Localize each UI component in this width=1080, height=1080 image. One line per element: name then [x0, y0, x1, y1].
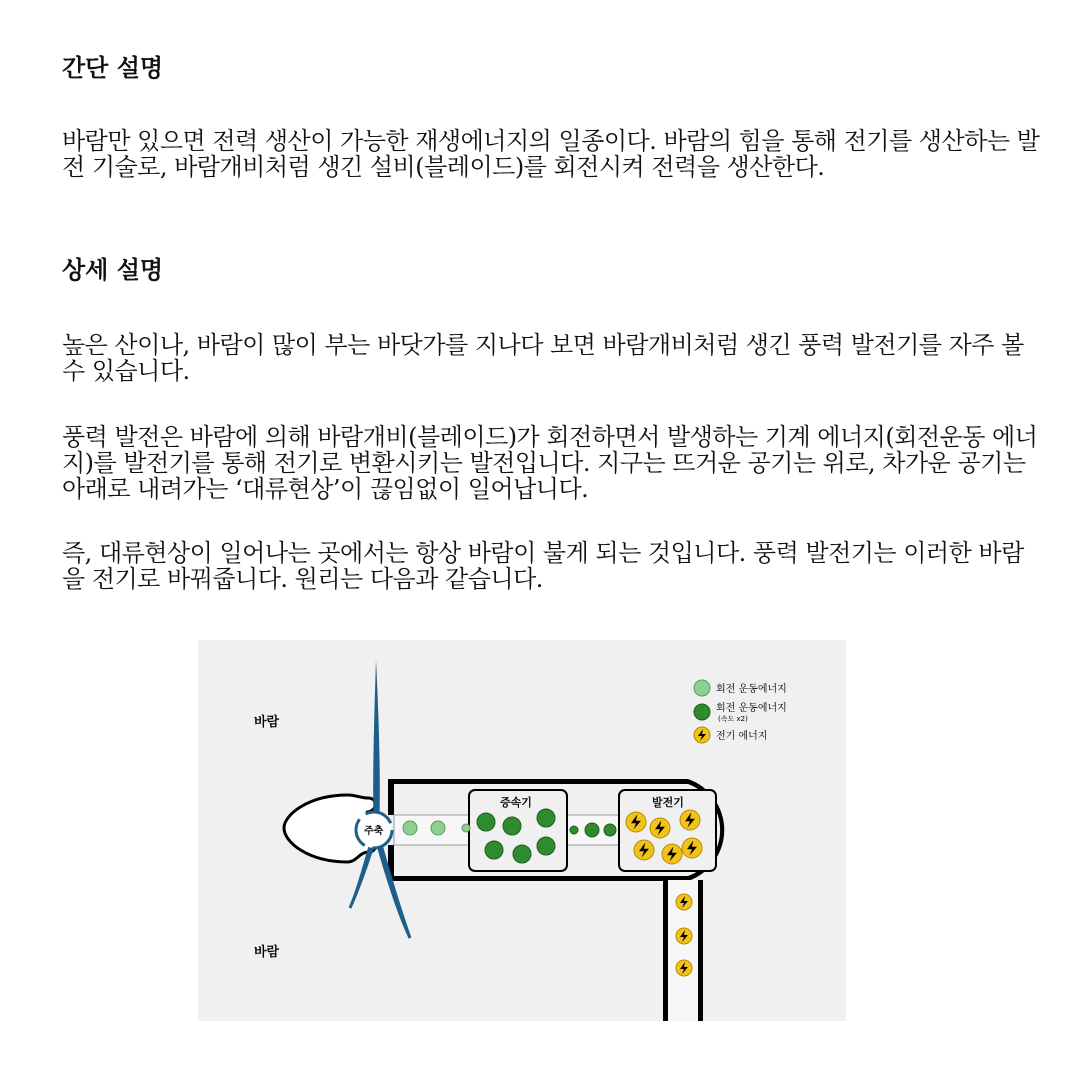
fast-rotation-token — [537, 809, 555, 827]
legend-rotation-icon — [694, 680, 710, 696]
detail-paragraph-2: 풍력 발전은 바람에 의해 바람개비(블레이드)가 회전하면서 발생하는 기계 에너지(회전운동 에너지)를 발전기를 통해 전기로 변환시키는 발전입니다. 지구는 뜨거운 공기는 위로, 차가운 공기는 아래로 내려가는 ‘대류현상’이 끊임없이 일어납니다. — [62, 423, 1038, 503]
legend-label-3: 전기 에너지 — [716, 731, 768, 742]
wind-label-top: 바람 — [254, 715, 280, 730]
rotation-token — [431, 821, 445, 835]
fast-rotation-token — [604, 824, 616, 836]
summary-paragraph: 바람만 있으면 전력 생산이 가능한 재생에너지의 일종이다. 바람의 힘을 통해 전기를 생산하는 발전 기술로, 바람개비처럼 생긴 설비(블레이드)를 회전시켜 전력을 생산한다. — [62, 127, 1040, 181]
gearbox-label: 증속기 — [500, 796, 532, 809]
generator-label: 발전기 — [652, 796, 684, 809]
legend-rotation-fast-icon — [694, 704, 710, 720]
fast-rotation-token — [503, 817, 521, 835]
fast-rotation-token — [513, 845, 531, 863]
detail-paragraph-3: 즉, 대류현상이 일어나는 곳에서는 항상 바람이 불게 되는 것입니다. 풍력 발전기는 이러한 바람을 전기로 바꿔줍니다. 원리는 다음과 같습니다. — [62, 539, 1024, 593]
rotation-token — [403, 821, 417, 835]
fast-rotation-token — [585, 823, 599, 837]
legend — [694, 680, 787, 743]
rotation-token — [462, 824, 470, 832]
legend-label-2-sub: (속도 x2) — [718, 715, 748, 723]
fast-rotation-token — [570, 826, 578, 834]
fast-rotation-token — [537, 837, 555, 855]
wind-label-bottom: 바람 — [254, 945, 280, 960]
main-shaft — [356, 812, 392, 848]
legend-label-1: 회전 운동에너지 — [716, 684, 787, 695]
fast-rotation-token — [485, 841, 503, 859]
main-shaft-label: 주축 — [364, 826, 384, 837]
detail-paragraph-1: 높은 산이나, 바람이 많이 부는 바닷가를 지나다 보면 바람개비처럼 생긴 풍력 발전기를 자주 볼 수 있습니다. — [62, 331, 1024, 385]
wind-turbine-diagram — [198, 640, 846, 1021]
fast-rotation-token — [477, 813, 495, 831]
summary-heading: 간단 설명 — [62, 54, 164, 82]
diagram-svg — [198, 640, 846, 1021]
legend-label-2: 회전 운동에너지 — [716, 703, 787, 714]
detail-heading: 상세 설명 — [62, 256, 164, 284]
